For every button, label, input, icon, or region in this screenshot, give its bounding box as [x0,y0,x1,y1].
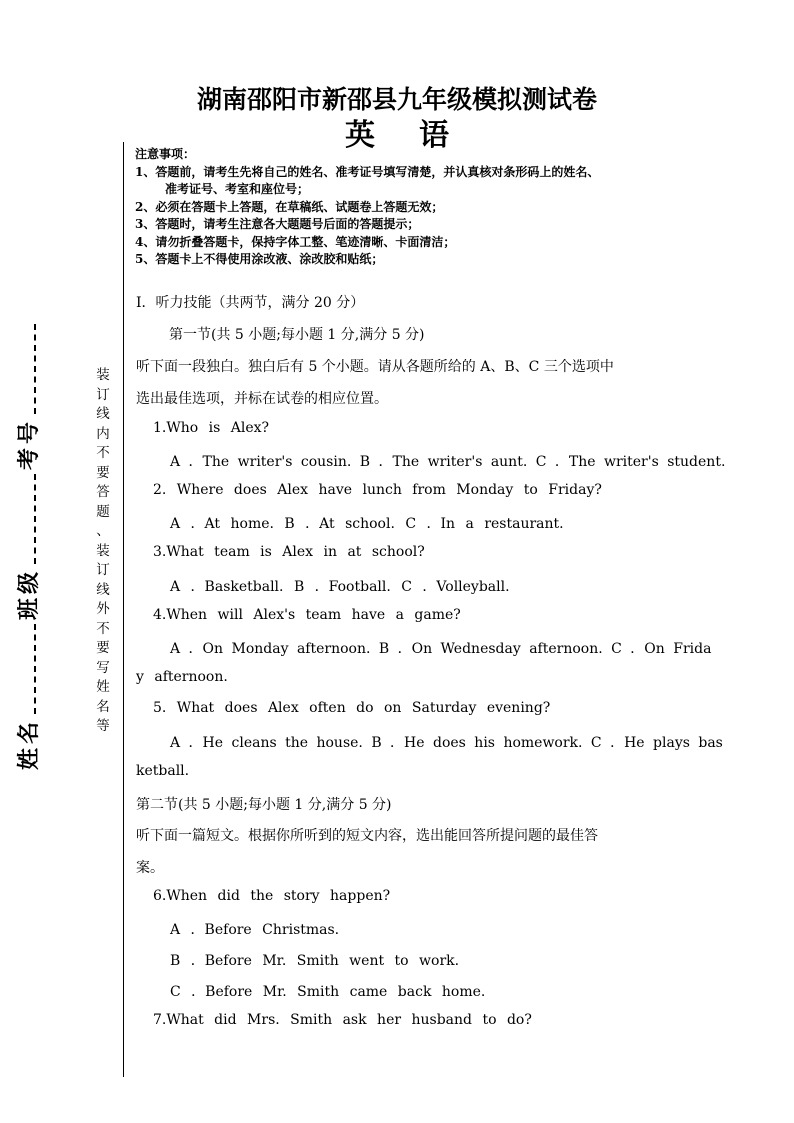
binding-note-char: 要 [96,640,110,656]
binding-line [123,142,124,1077]
binding-note-char: 订 [96,386,110,403]
question-1-options: A ．The writer's cousin. B ．The writer's aunt. C ．The writer's student. [170,454,726,470]
binding-note-char: 订 [96,562,110,578]
subject-char-1: 英 [345,118,375,153]
binding-note-char: 线 [96,581,110,598]
binding-note-char: 姓 [96,679,110,695]
question-5-options-2: ketball. [136,763,190,779]
exam-no-blank[interactable] [20,324,36,414]
question-4-options-1: A ．On Monday afternoon. B ．On Wednesday afternoon. C ．On Frida [170,641,712,657]
exam-title: 湖南邵阳市新邵县九年级模拟测试卷 [196,85,597,114]
subject-char-2: 语 [419,118,449,153]
name-blank[interactable] [20,624,36,714]
notice-item-5: 5、答题卡上不得使用涂改液、涂改胶和贴纸； [135,252,384,266]
question-3: 3.What team is Alex in at school? [153,544,425,560]
part1-instruction-2: 选出最佳选项，并标在试卷的相应位置。 [136,391,388,407]
binding-note-char: 不 [96,445,110,461]
section1-title: I．听力技能（共两节，满分 20 分） [136,295,365,311]
binding-note-char: 装 [96,367,110,383]
binding-note-char: 名 [96,698,110,715]
question-6: 6.When did the story happen? [153,888,391,904]
binding-note-char: 要 [96,464,110,481]
question-5: 5. What does Alex often do on Saturday evening? [153,700,551,716]
part2-title: 第二节(共 5 小题;每小题 1 分,满分 5 分) [136,797,392,813]
binding-note-char: 等 [96,718,110,734]
name-label: 姓名 [16,717,42,770]
question-4-options-2: y afternoon. [136,669,228,685]
notice-item-1: 1、答题前，请考生先将自己的姓名、准考证号填写清楚，并认真核对条形码上的姓名、 [135,164,600,179]
question-6-option-b: B ．Before Mr. Smith went to work. [170,953,460,969]
question-2: 2. Where does Alex have lunch from Monday to Friday? [153,482,602,498]
notice-heading: 注意事项： [135,147,196,161]
question-4: 4.When will Alex's team have a game? [153,607,461,623]
part1-instruction-1: 听下面一段独白。独白后有 5 个小题。请从各题所给的 A、B、C 三个选项中 [136,359,614,375]
question-7: 7.What did Mrs. Smith ask her husband to do? [153,1012,532,1028]
binding-note-char: 不 [96,620,110,637]
binding-note-char: 写 [96,659,110,676]
binding-note-char: 线 [96,406,110,422]
notice-item-4: 4、请勿折叠答题卡，保持字体工整、笔迹清晰、卡面清洁； [135,234,456,249]
binding-note-char: 内 [96,425,110,442]
part1-title: 第一节(共 5 小题;每小题 1 分,满分 5 分) [169,327,425,343]
notice-item-2: 2、必须在答题卡上答题，在草稿纸、试题卷上答题无效； [135,199,444,214]
part2-instruction-2: 案。 [136,860,164,876]
binding-note-char: 装 [96,542,110,559]
question-6-option-c: C ．Before Mr. Smith came back home. [170,984,486,1000]
notice-item-3: 3、答题时，请考生注意各大题题号后面的答题提示； [135,217,420,231]
binding-note [93,366,113,737]
question-2-options: A ．At home. B ．At school. C ．In a restaurant. [170,516,564,532]
class-label: 班级 [16,567,42,620]
binding-note-char: 、 [96,523,110,539]
part2-instruction-1: 听下面一篇短文。根据你所听到的短文内容，选出能回答所提问题的最佳答 [136,828,598,844]
exam-no-label: 考号 [16,417,42,470]
binding-note-char: 题 [96,503,110,520]
question-5-options-1: A ．He cleans the house. B ．He does his homework. C ．He plays bas [170,735,723,751]
notice-box [135,146,599,269]
notice-item-1-cont: 准考证号、考室和座位号； [165,182,310,196]
binding-note-char: 答 [96,484,110,500]
question-3-options: A ．Basketball. B ．Football. C ．Volleyball. [170,579,510,595]
question-6-option-a: A ．Before Christmas. [170,922,340,938]
question-1: 1.Who is Alex? [153,420,270,436]
binding-labels [12,320,43,770]
class-blank[interactable] [20,474,36,564]
binding-note-char: 外 [96,601,110,617]
